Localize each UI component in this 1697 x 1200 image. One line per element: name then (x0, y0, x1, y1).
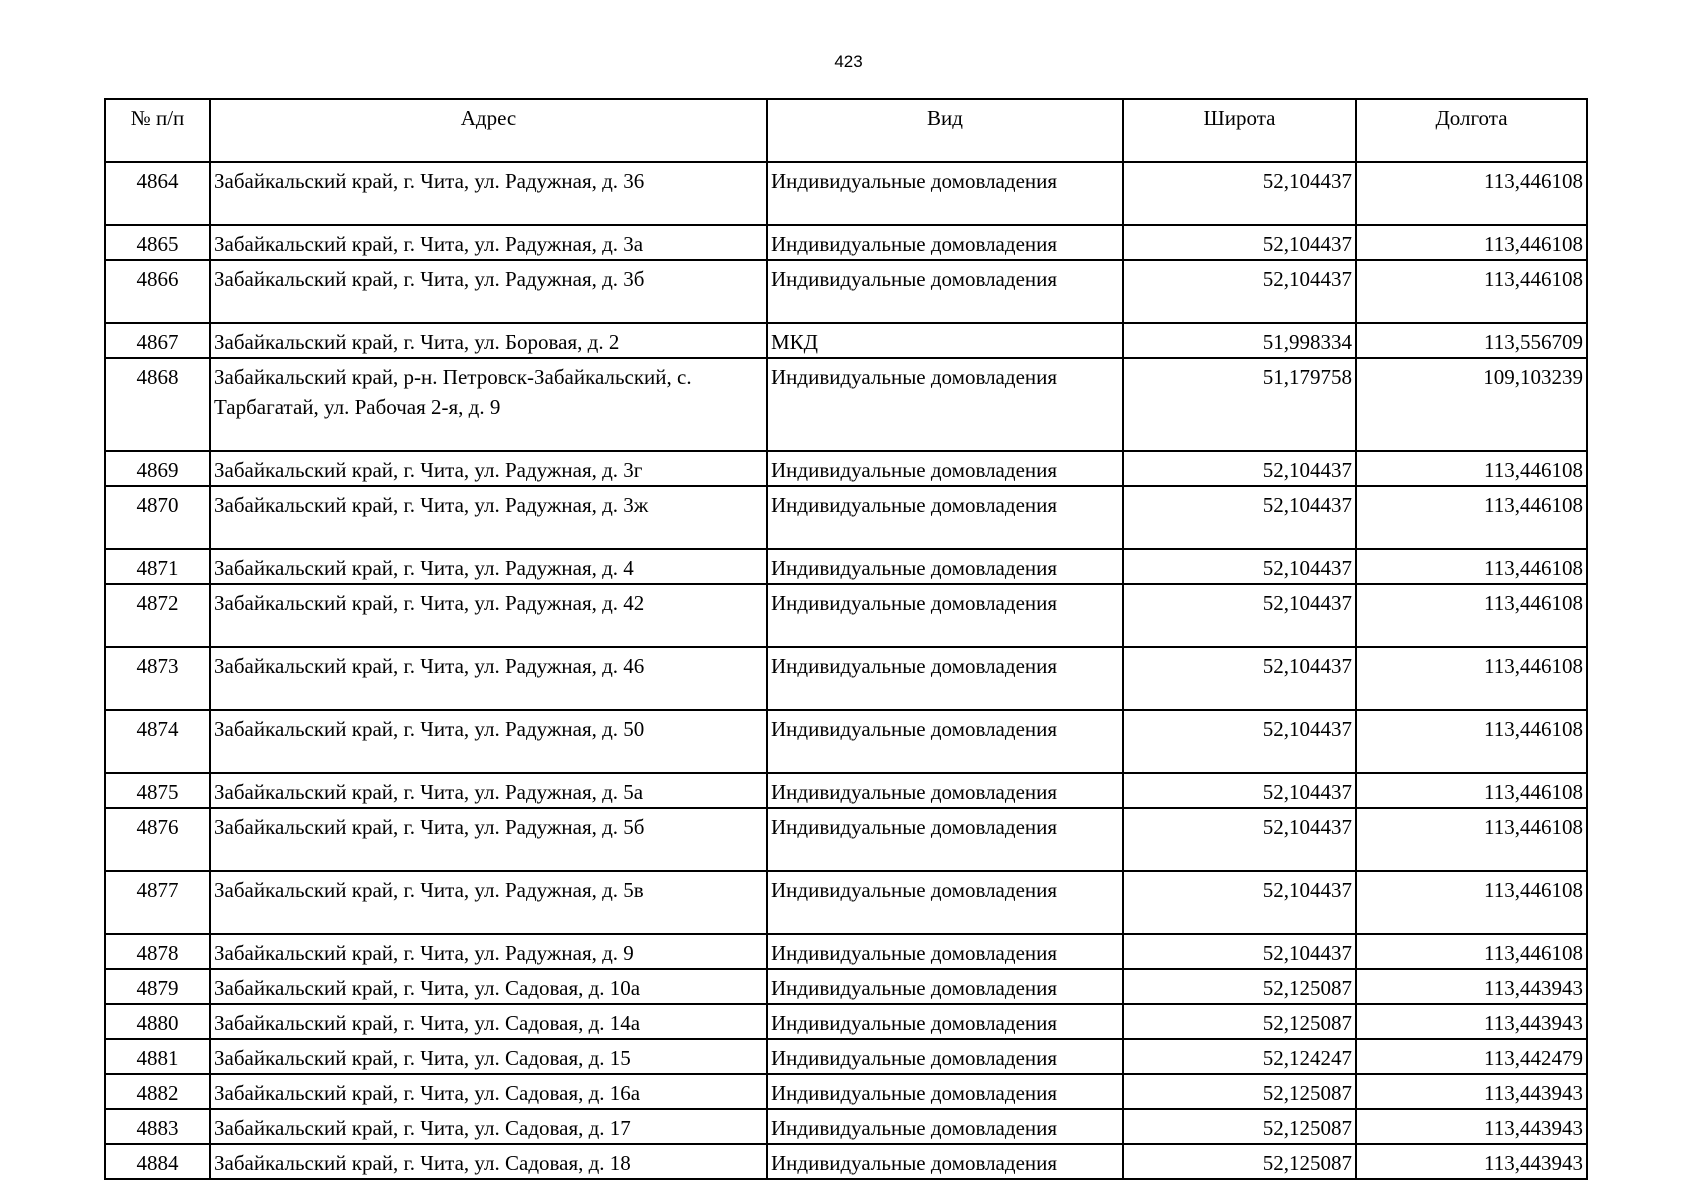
row-latitude: 52,125087 (1123, 969, 1356, 1004)
table-row (105, 808, 1587, 871)
row-kind: Индивидуальные домовладения (767, 486, 1123, 549)
table-row (105, 647, 1587, 710)
page-number: 423 (834, 52, 863, 71)
row-address: Забайкальский край, г. Чита, ул. Радужная, д. 3а (210, 225, 767, 260)
row-latitude: 52,104437 (1123, 773, 1356, 808)
row-kind: Индивидуальные домовладения (767, 260, 1123, 323)
row-address: Забайкальский край, г. Чита, ул. Радужная, д. 36 (210, 162, 767, 225)
table-row (105, 773, 1587, 808)
table-row (105, 871, 1587, 934)
row-longitude: 113,443943 (1356, 1074, 1587, 1109)
row-longitude: 113,443943 (1356, 1109, 1587, 1144)
row-number: 4870 (105, 486, 210, 549)
row-longitude: 113,443943 (1356, 1004, 1587, 1039)
row-kind: Индивидуальные домовладения (767, 584, 1123, 647)
row-kind: Индивидуальные домовладения (767, 934, 1123, 969)
row-kind: МКД (767, 323, 1123, 358)
row-longitude: 113,446108 (1356, 584, 1587, 647)
table-row (105, 1109, 1587, 1144)
row-longitude: 109,103239 (1356, 358, 1587, 451)
row-latitude: 52,104437 (1123, 549, 1356, 584)
row-kind: Индивидуальные домовладения (767, 1109, 1123, 1144)
row-kind: Индивидуальные домовладения (767, 549, 1123, 584)
row-address: Забайкальский край, г. Чита, ул. Радужная, д. 46 (210, 647, 767, 710)
row-longitude: 113,446108 (1356, 549, 1587, 584)
row-number: 4864 (105, 162, 210, 225)
row-longitude: 113,446108 (1356, 647, 1587, 710)
row-latitude: 52,104437 (1123, 162, 1356, 225)
row-latitude: 52,104437 (1123, 225, 1356, 260)
row-address: Забайкальский край, г. Чита, ул. Садовая, д. 18 (210, 1144, 767, 1179)
row-latitude: 52,125087 (1123, 1109, 1356, 1144)
row-number: 4876 (105, 808, 210, 871)
row-address: Забайкальский край, г. Чита, ул. Радужная, д. 42 (210, 584, 767, 647)
row-longitude: 113,446108 (1356, 934, 1587, 969)
table-row (105, 225, 1587, 260)
row-number: 4884 (105, 1144, 210, 1179)
row-number: 4871 (105, 549, 210, 584)
row-longitude: 113,446108 (1356, 225, 1587, 260)
row-number: 4869 (105, 451, 210, 486)
row-address: Забайкальский край, г. Чита, ул. Садовая, д. 15 (210, 1039, 767, 1074)
row-address: Забайкальский край, р-н. Петровск-Забайкальский, с. Тарбагатай, ул. Рабочая 2-я, д. 9 (210, 358, 767, 451)
table-row (105, 969, 1587, 1004)
row-kind: Индивидуальные домовладения (767, 358, 1123, 451)
row-kind: Индивидуальные домовладения (767, 710, 1123, 773)
table-row (105, 260, 1587, 323)
table-row (105, 1144, 1587, 1179)
row-number: 4868 (105, 358, 210, 451)
row-kind: Индивидуальные домовладения (767, 808, 1123, 871)
row-address: Забайкальский край, г. Чита, ул. Радужная, д. 5б (210, 808, 767, 871)
row-latitude: 52,104437 (1123, 710, 1356, 773)
row-address: Забайкальский край, г. Чита, ул. Садовая, д. 17 (210, 1109, 767, 1144)
row-kind: Индивидуальные домовладения (767, 162, 1123, 225)
table-row (105, 358, 1587, 451)
row-latitude: 52,125087 (1123, 1144, 1356, 1179)
row-address: Забайкальский край, г. Чита, ул. Радужная, д. 5а (210, 773, 767, 808)
table-row (105, 323, 1587, 358)
row-longitude: 113,442479 (1356, 1039, 1587, 1074)
row-kind: Индивидуальные домовладения (767, 1074, 1123, 1109)
row-latitude: 52,104437 (1123, 871, 1356, 934)
row-latitude: 52,124247 (1123, 1039, 1356, 1074)
header-row (105, 99, 1587, 162)
row-longitude: 113,556709 (1356, 323, 1587, 358)
row-longitude: 113,446108 (1356, 486, 1587, 549)
row-address: Забайкальский край, г. Чита, ул. Боровая, д. 2 (210, 323, 767, 358)
table-row (105, 710, 1587, 773)
row-number: 4874 (105, 710, 210, 773)
row-number: 4881 (105, 1039, 210, 1074)
row-number: 4875 (105, 773, 210, 808)
row-number: 4877 (105, 871, 210, 934)
row-address: Забайкальский край, г. Чита, ул. Радужная, д. 3б (210, 260, 767, 323)
row-latitude: 51,998334 (1123, 323, 1356, 358)
row-address: Забайкальский край, г. Чита, ул. Радужная, д. 50 (210, 710, 767, 773)
row-number: 4865 (105, 225, 210, 260)
row-longitude: 113,446108 (1356, 162, 1587, 225)
row-longitude: 113,446108 (1356, 260, 1587, 323)
row-address: Забайкальский край, г. Чита, ул. Садовая, д. 10а (210, 969, 767, 1004)
row-address: Забайкальский край, г. Чита, ул. Радужная, д. 3г (210, 451, 767, 486)
row-number: 4879 (105, 969, 210, 1004)
row-latitude: 52,104437 (1123, 934, 1356, 969)
row-address: Забайкальский край, г. Чита, ул. Радужная, д. 4 (210, 549, 767, 584)
row-kind: Индивидуальные домовладения (767, 969, 1123, 1004)
header-kind: Вид (767, 99, 1123, 162)
row-kind: Индивидуальные домовладения (767, 1039, 1123, 1074)
row-kind: Индивидуальные домовладения (767, 451, 1123, 486)
header-address: Адрес (210, 99, 767, 162)
row-longitude: 113,446108 (1356, 808, 1587, 871)
row-latitude: 52,104437 (1123, 486, 1356, 549)
table-row (105, 451, 1587, 486)
table-row (105, 1039, 1587, 1074)
row-latitude: 52,104437 (1123, 260, 1356, 323)
row-kind: Индивидуальные домовладения (767, 647, 1123, 710)
row-number: 4867 (105, 323, 210, 358)
table-row (105, 934, 1587, 969)
table-row (105, 486, 1587, 549)
header-latitude: Широта (1123, 99, 1356, 162)
row-latitude: 51,179758 (1123, 358, 1356, 451)
row-kind: Индивидуальные домовладения (767, 871, 1123, 934)
row-number: 4873 (105, 647, 210, 710)
row-kind: Индивидуальные домовладения (767, 1144, 1123, 1179)
row-kind: Индивидуальные домовладения (767, 225, 1123, 260)
row-longitude: 113,446108 (1356, 773, 1587, 808)
row-longitude: 113,446108 (1356, 451, 1587, 486)
row-kind: Индивидуальные домовладения (767, 773, 1123, 808)
row-latitude: 52,104437 (1123, 584, 1356, 647)
table-row (105, 584, 1587, 647)
row-number: 4872 (105, 584, 210, 647)
row-number: 4883 (105, 1109, 210, 1144)
row-address: Забайкальский край, г. Чита, ул. Садовая, д. 14а (210, 1004, 767, 1039)
table-row (105, 1074, 1587, 1109)
row-longitude: 113,446108 (1356, 710, 1587, 773)
row-latitude: 52,104437 (1123, 808, 1356, 871)
table-row (105, 162, 1587, 225)
row-number: 4882 (105, 1074, 210, 1109)
table-row (105, 549, 1587, 584)
address-table (104, 98, 1588, 1180)
row-latitude: 52,125087 (1123, 1074, 1356, 1109)
row-number: 4866 (105, 260, 210, 323)
row-address: Забайкальский край, г. Чита, ул. Радужная, д. 5в (210, 871, 767, 934)
row-address: Забайкальский край, г. Чита, ул. Радужная, д. 3ж (210, 486, 767, 549)
row-longitude: 113,446108 (1356, 871, 1587, 934)
row-latitude: 52,125087 (1123, 1004, 1356, 1039)
row-address: Забайкальский край, г. Чита, ул. Радужная, д. 9 (210, 934, 767, 969)
row-address: Забайкальский край, г. Чита, ул. Садовая, д. 16а (210, 1074, 767, 1109)
header-number: № п/п (105, 99, 210, 162)
row-latitude: 52,104437 (1123, 647, 1356, 710)
header-longitude: Долгота (1356, 99, 1587, 162)
row-kind: Индивидуальные домовладения (767, 1004, 1123, 1039)
row-number: 4878 (105, 934, 210, 969)
row-longitude: 113,443943 (1356, 1144, 1587, 1179)
row-number: 4880 (105, 1004, 210, 1039)
table-row (105, 1004, 1587, 1039)
row-longitude: 113,443943 (1356, 969, 1587, 1004)
row-latitude: 52,104437 (1123, 451, 1356, 486)
